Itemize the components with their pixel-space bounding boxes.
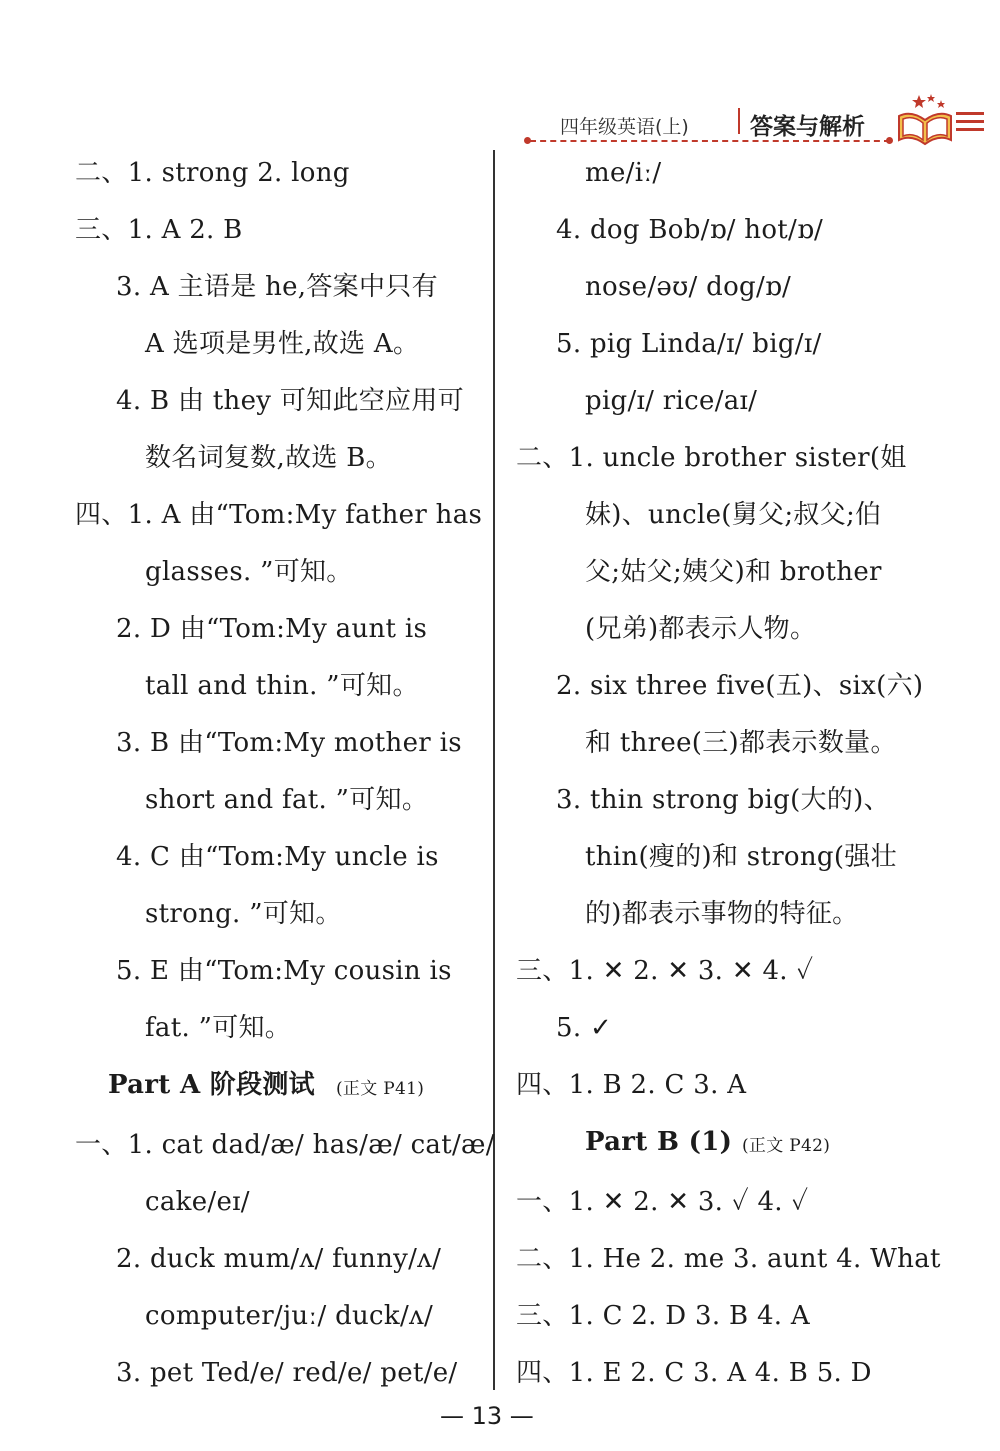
section-page-ref: (正文 P41) <box>336 1079 425 1099</box>
section-page-ref: (正文 P42) <box>742 1136 831 1156</box>
answer-line: 3. A 主语是 he,答案中只有 <box>116 272 438 302</box>
answer-line: 四、1. E 2. C 3. A 4. B 5. D <box>516 1358 872 1388</box>
header-separator <box>738 108 740 134</box>
answer-line: 3. pet Ted/e/ red/e/ pet/e/ <box>116 1358 458 1388</box>
answer-line: 4. B 由 they 可知此空应用可 <box>116 386 464 416</box>
answer-line: 2. six three five(五)、six(六) <box>556 671 924 701</box>
answer-line: (兄弟)都表示人物。 <box>585 614 817 644</box>
answer-line: 一、1. cat dad/æ/ has/æ/ cat/æ/ <box>75 1130 495 1160</box>
page-number: — 13 — <box>440 1402 534 1430</box>
answer-line: cake/eɪ/ <box>145 1187 250 1217</box>
open-book-icon <box>895 94 955 146</box>
decorative-lines-icon <box>956 108 984 136</box>
answer-line: 和 three(三)都表示数量。 <box>585 728 897 758</box>
answer-line: 父;姑父;姨父)和 brother <box>585 557 882 587</box>
header-title: 答案与解析 <box>750 114 865 140</box>
header-rule <box>530 140 890 142</box>
answer-line: strong. ”可知。 <box>145 899 342 929</box>
answer-line: A 选项是男性,故选 A。 <box>145 329 420 359</box>
answer-line: 三、1. C 2. D 3. B 4. A <box>516 1301 811 1331</box>
answer-line: 5. pig Linda/ɪ/ big/ɪ/ <box>556 329 822 359</box>
answer-line: 5. E 由“Tom:My cousin is <box>116 956 452 986</box>
answer-line: 三、1. ✕ 2. ✕ 3. ✕ 4. ✓ <box>516 956 814 986</box>
answer-line: 四、1. A 由“Tom:My father has <box>75 500 483 530</box>
answer-line: 的)都表示事物的特征。 <box>585 899 859 929</box>
answer-line: nose/əʊ/ dog/ɒ/ <box>585 272 792 302</box>
section-heading: Part B (1) <box>585 1127 733 1157</box>
answer-line: 2. D 由“Tom:My aunt is <box>116 614 428 644</box>
answer-line: 二、1. He 2. me 3. aunt 4. What <box>516 1244 941 1274</box>
answer-line: 2. duck mum/ʌ/ funny/ʌ/ <box>116 1244 442 1274</box>
answer-line: 数名词复数,故选 B。 <box>145 443 392 473</box>
answer-line: short and fat. ”可知。 <box>145 785 429 815</box>
answer-line: 5. ✓ <box>556 1013 613 1043</box>
answer-line: thin(瘦的)和 strong(强壮 <box>585 842 897 872</box>
answer-line: 三、1. A 2. B <box>75 215 243 245</box>
answer-line: 妹)、uncle(舅父;叔父;伯 <box>585 500 882 530</box>
section-heading: Part A 阶段测试 <box>108 1070 315 1100</box>
answer-line: pig/ɪ/ rice/aɪ/ <box>585 386 758 416</box>
answer-line: 四、1. B 2. C 3. A <box>516 1070 747 1100</box>
answer-line: 一、1. ✕ 2. ✕ 3. ✓ 4. ✓ <box>516 1187 809 1217</box>
header-dot <box>886 137 893 144</box>
answer-line: tall and thin. ”可知。 <box>145 671 419 701</box>
answer-line: 3. thin strong big(大的)、 <box>556 785 890 815</box>
page-header <box>0 0 1000 150</box>
answer-line: 二、1. strong 2. long <box>75 158 350 188</box>
answer-line: glasses. ”可知。 <box>145 557 353 587</box>
answer-line: 3. B 由“Tom:My mother is <box>116 728 462 758</box>
answer-line: 4. dog Bob/ɒ/ hot/ɒ/ <box>556 215 824 245</box>
answer-line: fat. ”可知。 <box>145 1013 292 1043</box>
answer-line: computer/juː/ duck/ʌ/ <box>145 1301 434 1331</box>
header-subtitle: 四年级英语(上) <box>560 116 689 138</box>
answer-line: me/iː/ <box>585 158 662 188</box>
answer-line: 二、1. uncle brother sister(姐 <box>516 443 907 473</box>
answer-line: 4. C 由“Tom:My uncle is <box>116 842 439 872</box>
column-divider <box>493 150 495 1390</box>
